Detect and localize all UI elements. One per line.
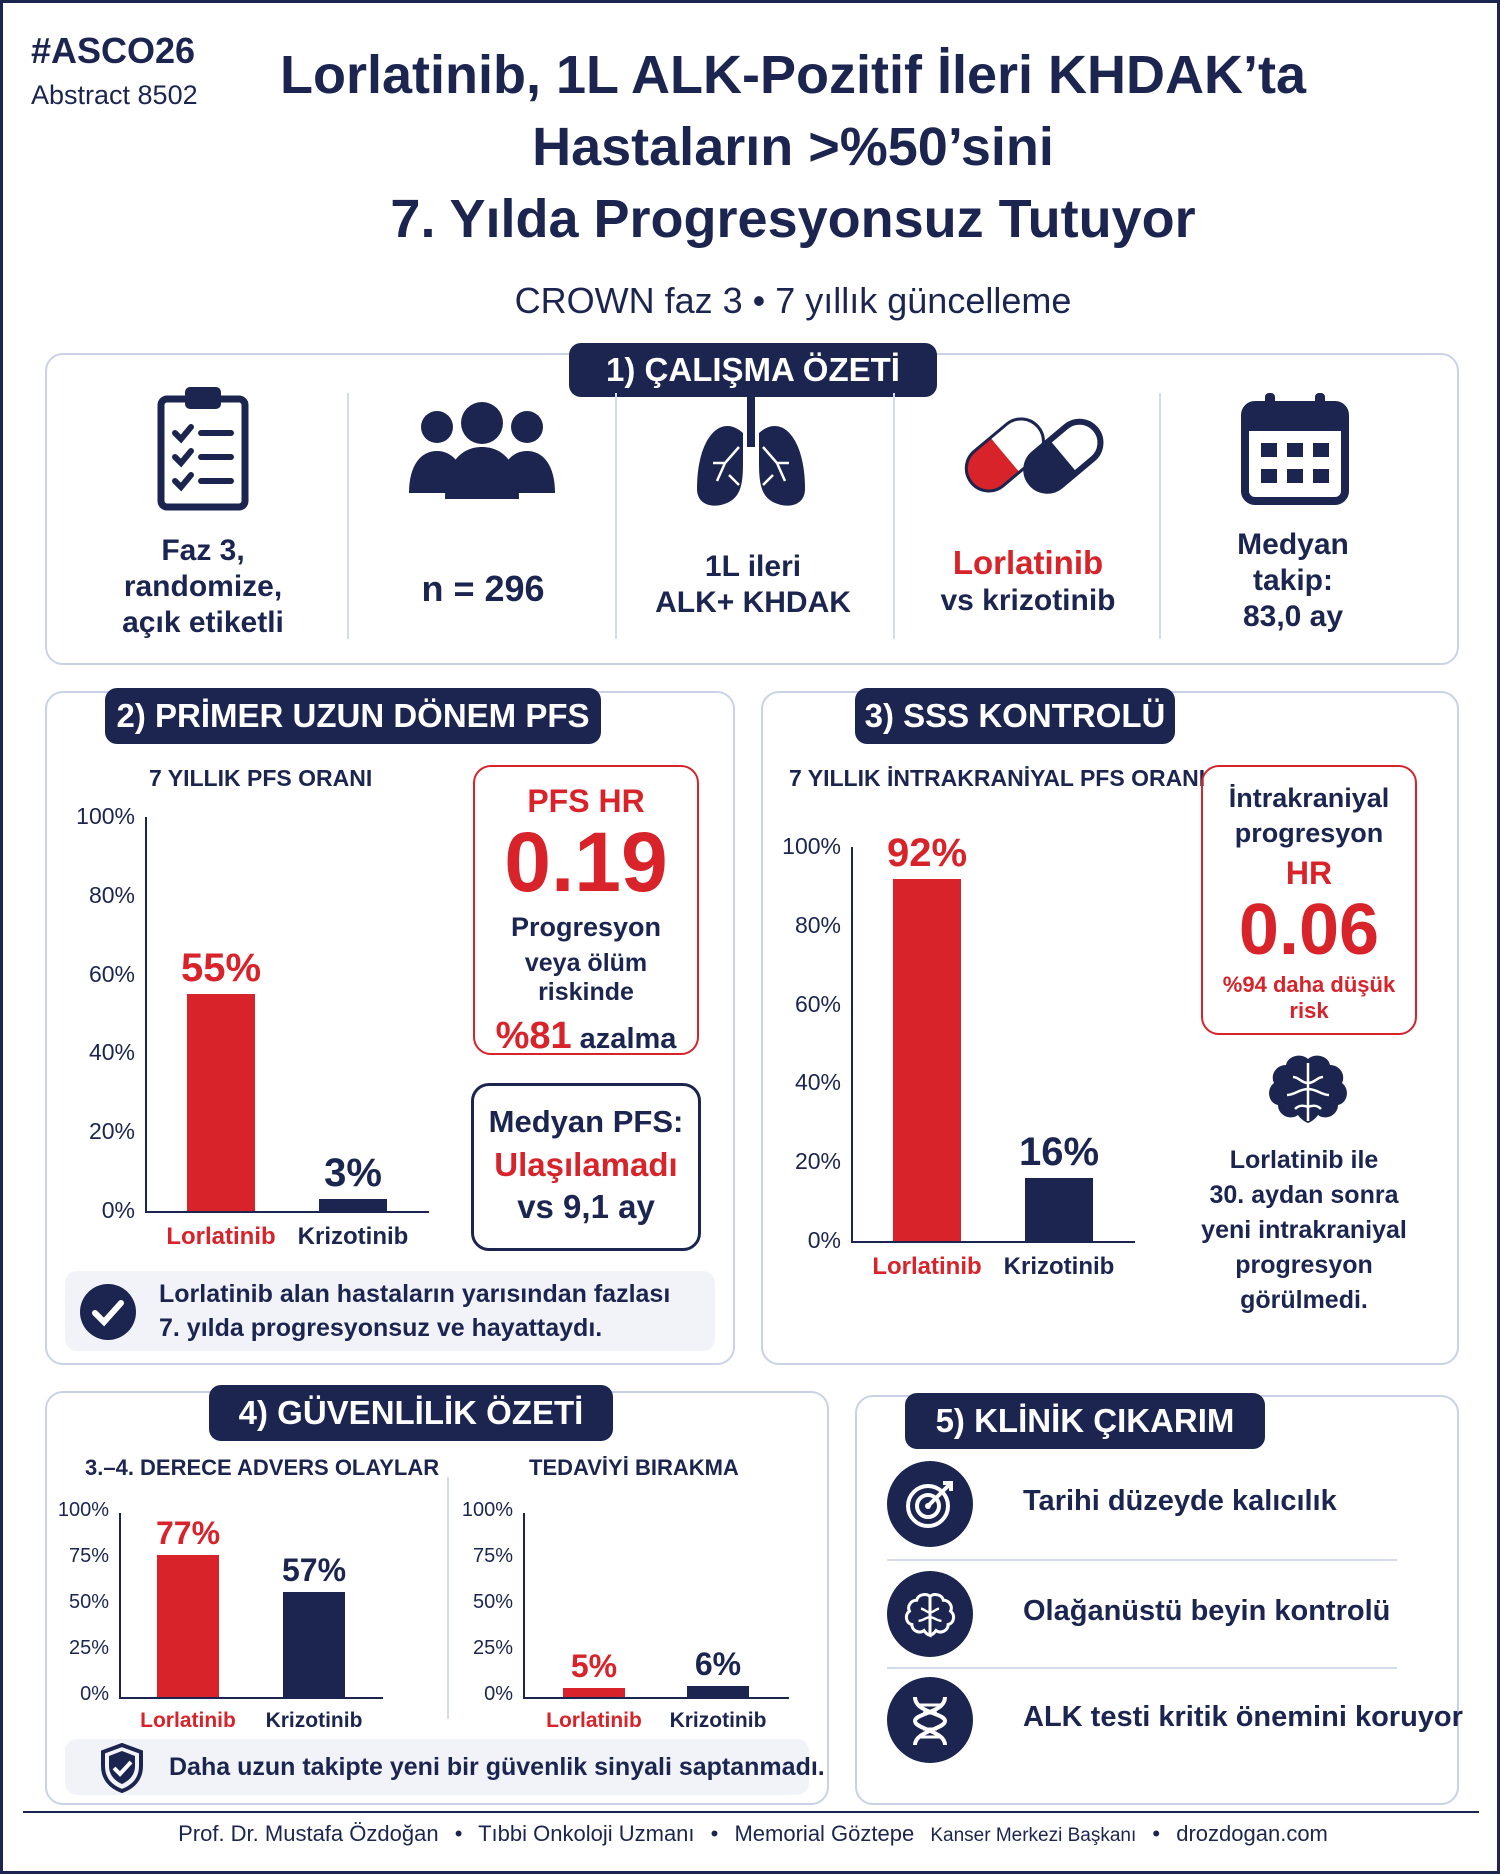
data-label: 16% — [1018, 1129, 1100, 1174]
footer-author: Prof. Dr. Mustafa Özdoğan — [178, 1821, 439, 1846]
clinical-section-title: 5) KLİNİK ÇIKARIM — [905, 1393, 1265, 1449]
y-tick-label: 40% — [794, 1069, 841, 1096]
y-tick-label: 20% — [88, 1118, 135, 1145]
bar-krizotinib — [687, 1686, 749, 1697]
y-tick-label: 60% — [794, 990, 841, 1017]
design-line: Faz 3, — [161, 534, 245, 567]
population-line: 1L ileri — [704, 550, 802, 583]
footer-separator: • — [454, 1821, 463, 1846]
category-label: Krizotinib — [1003, 1253, 1115, 1280]
y-tick-label: 0% — [807, 1227, 841, 1253]
median-pfs-lorlatinib: Ulaşılamadı — [494, 1146, 678, 1183]
title-line-3: 7. Yılda Progresyonsuz Tutuyor — [390, 189, 1196, 249]
footer — [3, 1821, 1500, 1847]
category-label: Lorlatinib — [872, 1253, 982, 1280]
study-summary-title: 1) ÇALIŞMA ÖZETİ — [569, 343, 937, 397]
data-label: 5% — [570, 1647, 618, 1684]
pfs-note — [65, 1271, 715, 1351]
follow-up-text — [1183, 527, 1403, 635]
cns-note — [1169, 1143, 1439, 1318]
subtitle: CROWN faz 3 • 7 yıllık güncelleme — [514, 280, 1072, 321]
y-tick-label: 75% — [472, 1545, 513, 1567]
data-label: 3% — [324, 1151, 382, 1196]
check-circle-icon — [79, 1283, 137, 1341]
cns-note-line: progresyon — [1235, 1251, 1373, 1279]
target-icon — [905, 1479, 955, 1529]
category-label: Krizotinib — [297, 1223, 409, 1250]
followup-line: 83,0 ay — [1242, 600, 1344, 633]
brain-icon — [903, 1593, 957, 1639]
cns-section-title: 3) SSS KONTROLÜ — [855, 688, 1175, 744]
y-tick-label: 100% — [76, 803, 135, 829]
page-title — [233, 39, 1353, 255]
y-axis — [145, 817, 147, 1211]
category-label: Lorlatinib — [546, 1709, 642, 1732]
population-text — [628, 549, 878, 621]
x-axis — [523, 1697, 789, 1699]
pfs-hr-reduction — [475, 1015, 697, 1058]
y-tick-label: 50% — [472, 1591, 513, 1613]
bar-lorlatinib — [187, 994, 255, 1211]
divider — [615, 393, 617, 639]
cns-hr-risk: %94 daha düşük risk — [1222, 972, 1396, 1023]
design-text — [103, 533, 303, 641]
discontinuation-chart-title: TEDAVİYİ BIRAKMA — [529, 1455, 739, 1480]
footer-institution: Memorial Göztepe — [734, 1821, 915, 1846]
population-line: ALK+ KHDAK — [655, 586, 851, 619]
category-label: Lorlatinib — [140, 1709, 236, 1732]
safety-note-text: Daha uzun takipte yeni bir güvenlik sinyali saptanmadı. — [169, 1753, 825, 1781]
patients-group-icon — [407, 401, 557, 501]
x-axis — [145, 1211, 429, 1213]
title-line-1: Lorlatinib, 1L ALK-Pozitif İleri KHDAK’ta — [279, 45, 1307, 105]
y-axis — [851, 847, 853, 1241]
bar-lorlatinib — [563, 1688, 625, 1697]
y-tick-label: 100% — [57, 1499, 109, 1521]
divider — [1159, 393, 1161, 639]
dna-icon — [909, 1695, 951, 1747]
followup-line: Medyan — [1237, 528, 1349, 561]
bar-lorlatinib — [157, 1555, 219, 1697]
data-label: 92% — [886, 830, 968, 875]
cns-bar-chart — [779, 803, 1179, 1293]
y-tick-label: 0% — [80, 1683, 109, 1705]
category-label: Krizotinib — [669, 1709, 767, 1732]
clinical-implication-card — [855, 1395, 1463, 1805]
footer-separator: • — [710, 1821, 719, 1846]
capsule-pills-icon — [959, 395, 1109, 511]
pfs-hr-text: veya ölüm riskinde — [524, 949, 648, 1006]
pfs-chart-title: 7 YILLIK PFS ORANI — [149, 765, 373, 791]
implication-label: Tarihi düzeyde kalıcılık — [1023, 1485, 1337, 1517]
bar-krizotinib — [283, 1592, 345, 1697]
discontinuation-bar-chart — [459, 1483, 819, 1733]
footer-department: Kanser Merkezi Başkanı — [930, 1825, 1137, 1846]
divider — [893, 393, 895, 639]
bar-lorlatinib — [893, 879, 961, 1241]
y-tick-label: 20% — [794, 1148, 841, 1175]
y-tick-label: 80% — [88, 881, 135, 908]
divider — [447, 1477, 449, 1719]
adverse-events-chart-title: 3.–4. DERECE ADVERS OLAYLAR — [85, 1455, 440, 1480]
implication-label: ALK testi kritik önemini koruyor — [1023, 1701, 1463, 1733]
median-pfs-box — [471, 1083, 701, 1251]
implication-brain-control — [887, 1557, 1397, 1665]
safety-section-title: 4) GÜVENLİLİK ÖZETİ — [209, 1385, 613, 1441]
cns-note-line: görülmedi. — [1240, 1286, 1368, 1314]
lungs-icon — [691, 393, 811, 513]
y-tick-label: 25% — [472, 1637, 513, 1659]
y-tick-label: 60% — [88, 960, 135, 987]
pfs-note-line: Lorlatinib alan hastaların yarısından fazlası — [159, 1280, 671, 1308]
data-label: 55% — [180, 946, 262, 991]
cns-hr-box — [1201, 765, 1417, 1035]
cns-hr-value: 0.06 — [1238, 890, 1380, 970]
safety-note — [65, 1739, 825, 1795]
cns-hr-label: HR — [1285, 855, 1333, 891]
data-label: 57% — [281, 1552, 347, 1589]
x-axis — [119, 1697, 383, 1699]
hashtag: #ASCO26 — [31, 30, 196, 71]
pfs-section-title: 2) PRİMER UZUN DÖNEM PFS — [105, 688, 601, 744]
cns-hr-text: progresyon — [1234, 818, 1384, 848]
clipboard-checklist-icon — [153, 381, 253, 511]
cns-note-line: yeni intrakraniyal — [1201, 1216, 1407, 1244]
y-tick-label: 25% — [68, 1637, 109, 1659]
pfs-hr-box — [473, 765, 699, 1055]
cns-note-line: Lorlatinib ile — [1229, 1146, 1379, 1174]
arm-lorlatinib: Lorlatinib — [952, 544, 1104, 581]
arms-text — [903, 543, 1153, 619]
cns-chart-title: 7 YILLIK İNTRAKRANİYAL PFS ORANI — [789, 765, 1206, 791]
implication-durability — [887, 1447, 1397, 1555]
footer-rule — [23, 1811, 1479, 1813]
design-line: açık etiketli — [122, 606, 284, 639]
pfs-note-line: 7. yılda progresyonsuz ve hayattaydı. — [159, 1314, 603, 1342]
bar-krizotinib — [319, 1199, 387, 1211]
footer-separator: • — [1152, 1821, 1161, 1846]
data-label: 77% — [155, 1515, 221, 1552]
category-label: Lorlatinib — [166, 1223, 276, 1250]
data-label: 6% — [694, 1645, 742, 1682]
followup-line: takip: — [1252, 564, 1333, 597]
category-label: Krizotinib — [265, 1709, 363, 1732]
pfs-hr-value: 0.19 — [504, 815, 668, 909]
pfs-note-text — [159, 1277, 670, 1345]
y-tick-label: 100% — [461, 1499, 513, 1521]
arm-crizotinib: vs krizotinib — [940, 584, 1116, 617]
pfs-reduction-text: azalma — [571, 1023, 677, 1055]
y-tick-label: 50% — [68, 1591, 109, 1613]
adverse-events-bar-chart — [59, 1483, 439, 1733]
cns-hr-text: İntrakraniyal — [1228, 783, 1390, 813]
median-pfs-label: Medyan PFS: — [488, 1104, 684, 1139]
cns-note-line: 30. aydan sonra — [1209, 1181, 1399, 1209]
implication-label: Olağanüstü beyin kontrolü — [1023, 1595, 1391, 1627]
pfs-hr-text: Progresyon — [510, 912, 662, 942]
y-tick-label: 0% — [101, 1197, 135, 1223]
divider — [347, 393, 349, 639]
y-tick-label: 100% — [782, 833, 841, 859]
footer-role: Tıbbi Onkoloji Uzmanı — [478, 1821, 695, 1846]
sample-size: n = 296 — [421, 568, 545, 609]
y-tick-label: 75% — [68, 1545, 109, 1567]
design-line: randomize, — [123, 570, 283, 603]
y-tick-label: 0% — [484, 1683, 513, 1705]
pfs-reduction-value: %81 — [495, 1015, 572, 1057]
calendar-icon — [1239, 391, 1351, 507]
footer-website: drozdogan.com — [1176, 1821, 1328, 1846]
pfs-hr-label: PFS HR — [527, 783, 645, 819]
title-line-2: Hastaların >%50’sini — [532, 117, 1054, 177]
shield-check-icon — [99, 1743, 145, 1793]
y-tick-label: 40% — [88, 1039, 135, 1066]
pfs-bar-chart — [63, 797, 463, 1257]
y-tick-label: 80% — [794, 911, 841, 938]
brain-icon — [1265, 1053, 1351, 1129]
implication-alk-testing — [887, 1663, 1463, 1771]
median-pfs-crizotinib: vs 9,1 ay — [517, 1188, 655, 1225]
x-axis — [851, 1241, 1135, 1243]
bar-krizotinib — [1025, 1178, 1093, 1241]
abstract-number: Abstract 8502 — [31, 80, 198, 110]
